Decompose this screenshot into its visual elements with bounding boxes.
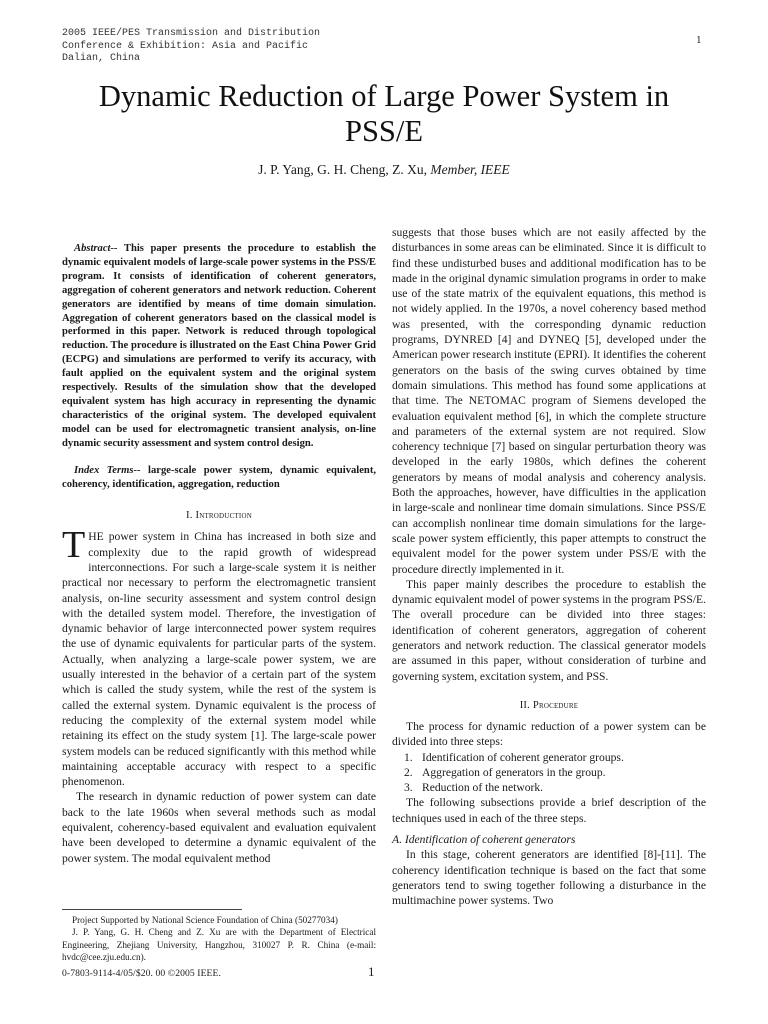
index-terms-label: Index Terms-- xyxy=(74,464,141,476)
intro-paragraph-3: This paper mainly describes the procedure to establish the dynamic equivalent model of power systems in the program PSS/E. The overall procedure can be divided into three stages: identification of coherent generators, aggregation of coherent generators and network reduction. The classical generator models are assumed in this paper, without consideration of turbine and governing system, excitation system, and PSS. xyxy=(392,577,706,683)
conference-line: Conference & Exhibition: Asia and Pacific xyxy=(62,40,309,52)
abstract xyxy=(62,242,376,451)
author-names: J. P. Yang, G. H. Cheng, Z. Xu, xyxy=(258,162,431,177)
author-membership: Member, IEEE xyxy=(430,162,510,177)
intro-paragraph-2-continued: suggests that those buses which are not easily affected by the disturbances in some areas can be eliminated. Since it is difficult to find these undisturbed buses and additional modification has to be made in the original dynamic simulation programs in order to make use of the state matrix of the equivalent equations, this method is not widely applied. In the 1970s, a novel coherency based method was presented, with the corresponding dynamic reduction programs, DYNRED [4] and DYNEQ [5], developed under the American power research institute (EPRI). It identifies the coherent generators on the basis of the swing curves obtained by time domain simulations. This method has found some applications at that time. The NETOMAC program of Siemens developed the evaluation equivalent method [6], in which the complete structure and parameters of the external system are not required. Slow coherency technique [7] based on singular perturbation theory was developed in the early 1980s, which defines the coherent generators by means of modal analysis and coherency analysis. Both the approaches, however, have difficulties in the application in large-scale and nonlinear time domain simulations. Since PSS/E can accomplish nonlinear time domain simulations for the large-scale power system efficiently, this paper attempts to construct the equivalent model for the power system under PSS/E with the procedure directly implemented in it. xyxy=(392,226,706,576)
step-number: 1. xyxy=(404,750,413,764)
footnote-support: Project Supported by National Science Foundation of China (50277034) xyxy=(72,915,338,925)
intro-paragraph-1 xyxy=(62,524,376,789)
page-number-bottom: 1 xyxy=(368,964,375,979)
conference-header xyxy=(62,28,382,66)
authors-line xyxy=(60,162,708,178)
footnote-divider xyxy=(62,909,242,910)
intro-paragraph-1-text: HE power system in China has increased in both size and complexity due to the rapid growth of widespread interconnections. For such a large-scale system it is neither practical nor necessary to perform the electromagnetic transient analysis, on-line security assessment and system control design with the detailed system model. Therefore, the investigation of dynamic behavior of large interconnected power system requires the use of dynamic equivalents for particular parts of the system. Actually, when analyzing a large-scale power system, we are usually interested in the behavior of a certain part of the system which is called the study system, while the rest of the system is called the external system. Dynamic equivalent is the process of reducing the complexity of the external system model while retaining its effect on the study system [1]. The large-scale power system models can be reduced significantly with this method while maintaining acceptable accuracy with respect to a specific phenomenon. xyxy=(62,530,376,789)
page-number-top: 1 xyxy=(696,34,702,46)
index-terms-text: large-scale power system, dynamic equivalent, coherency, identification, aggregation, reduction xyxy=(62,464,377,490)
step-number: 2. xyxy=(404,765,413,779)
right-column xyxy=(392,225,706,908)
procedure-steps xyxy=(392,750,706,796)
section-heading-procedure: II. Procedure xyxy=(519,699,579,711)
footnote xyxy=(62,914,376,964)
step-number: 3. xyxy=(404,781,413,795)
list-item xyxy=(392,780,706,795)
footnote-affiliation: J. P. Yang, G. H. Cheng and Z. Xu are with the Department of Electrical Engineering, Zhejiang University, Hangzhou, 310027 P. R. China (e-mail: hvdc@cee.zju.edu.cn). xyxy=(62,927,376,963)
section-heading-introduction: I. Introduction xyxy=(186,510,252,522)
paper-title: Dynamic Reduction of Large Power System in PSS/E xyxy=(98,79,670,148)
abstract-text: This paper presents the procedure to establish the dynamic equivalent models of large-scale power systems in the PSS/E program. It consists of identification of coherent generators, aggregation of coherent generators and network reduction. Coherent generators are identified by means of time domain simulation. Aggregation of coherent generators based on the classical model is performed in this paper. Network is reduced through topological reduction. The procedure is illustrated on the East China Power Grid (ECPG) and simulations are performed to verify its accuracy, with fault applied on the equivalent system and the original system respectively. Results of the simulation show that the developed equivalent system has high accuracy in representing the dynamic characteristics of the original system. The developed equivalent model can be used for electromagnetic transient analysis, on-line dynamic security assessment and system control design. xyxy=(62,243,376,449)
conference-line: 2005 IEEE/PES Transmission and Distribution xyxy=(62,28,321,39)
conference-line: Dalian, China xyxy=(62,53,141,64)
left-column xyxy=(62,242,376,866)
subsection-heading-a: A. Identification of coherent generators xyxy=(392,832,576,846)
subsection-a-paragraph: In this stage, coherent generators are identified [8]-[11]. The coherency identification technique is based on the fact that some generators tend to swing together following a disturbance in the multimachine power systems. Two xyxy=(392,848,706,908)
step-text: Identification of coherent generator groups. xyxy=(422,750,624,764)
abstract-label: Abstract-- xyxy=(74,243,118,254)
list-item xyxy=(392,750,706,765)
step-text: Reduction of the network. xyxy=(422,781,544,795)
copyright-notice: 0-7803-9114-4/05/$20. 00 ©2005 IEEE. xyxy=(62,968,221,979)
drop-cap: T xyxy=(62,524,86,567)
index-terms xyxy=(62,464,376,492)
procedure-after: The following subsections provide a brief description of the techniques used in each of the three steps. xyxy=(392,796,706,825)
step-text: Aggregation of generators in the group. xyxy=(422,765,606,779)
intro-paragraph-2: The research in dynamic reduction of power system can date back to the late 1960s when several methods such as modal equivalent, coherency-based equivalent and evaluation equivalent have been developed to determine a dynamic equivalent of the power system. The modal equivalent method xyxy=(62,790,376,865)
list-item xyxy=(392,765,706,780)
procedure-intro: The process for dynamic reduction of a power system can be divided into three steps: xyxy=(392,719,706,749)
